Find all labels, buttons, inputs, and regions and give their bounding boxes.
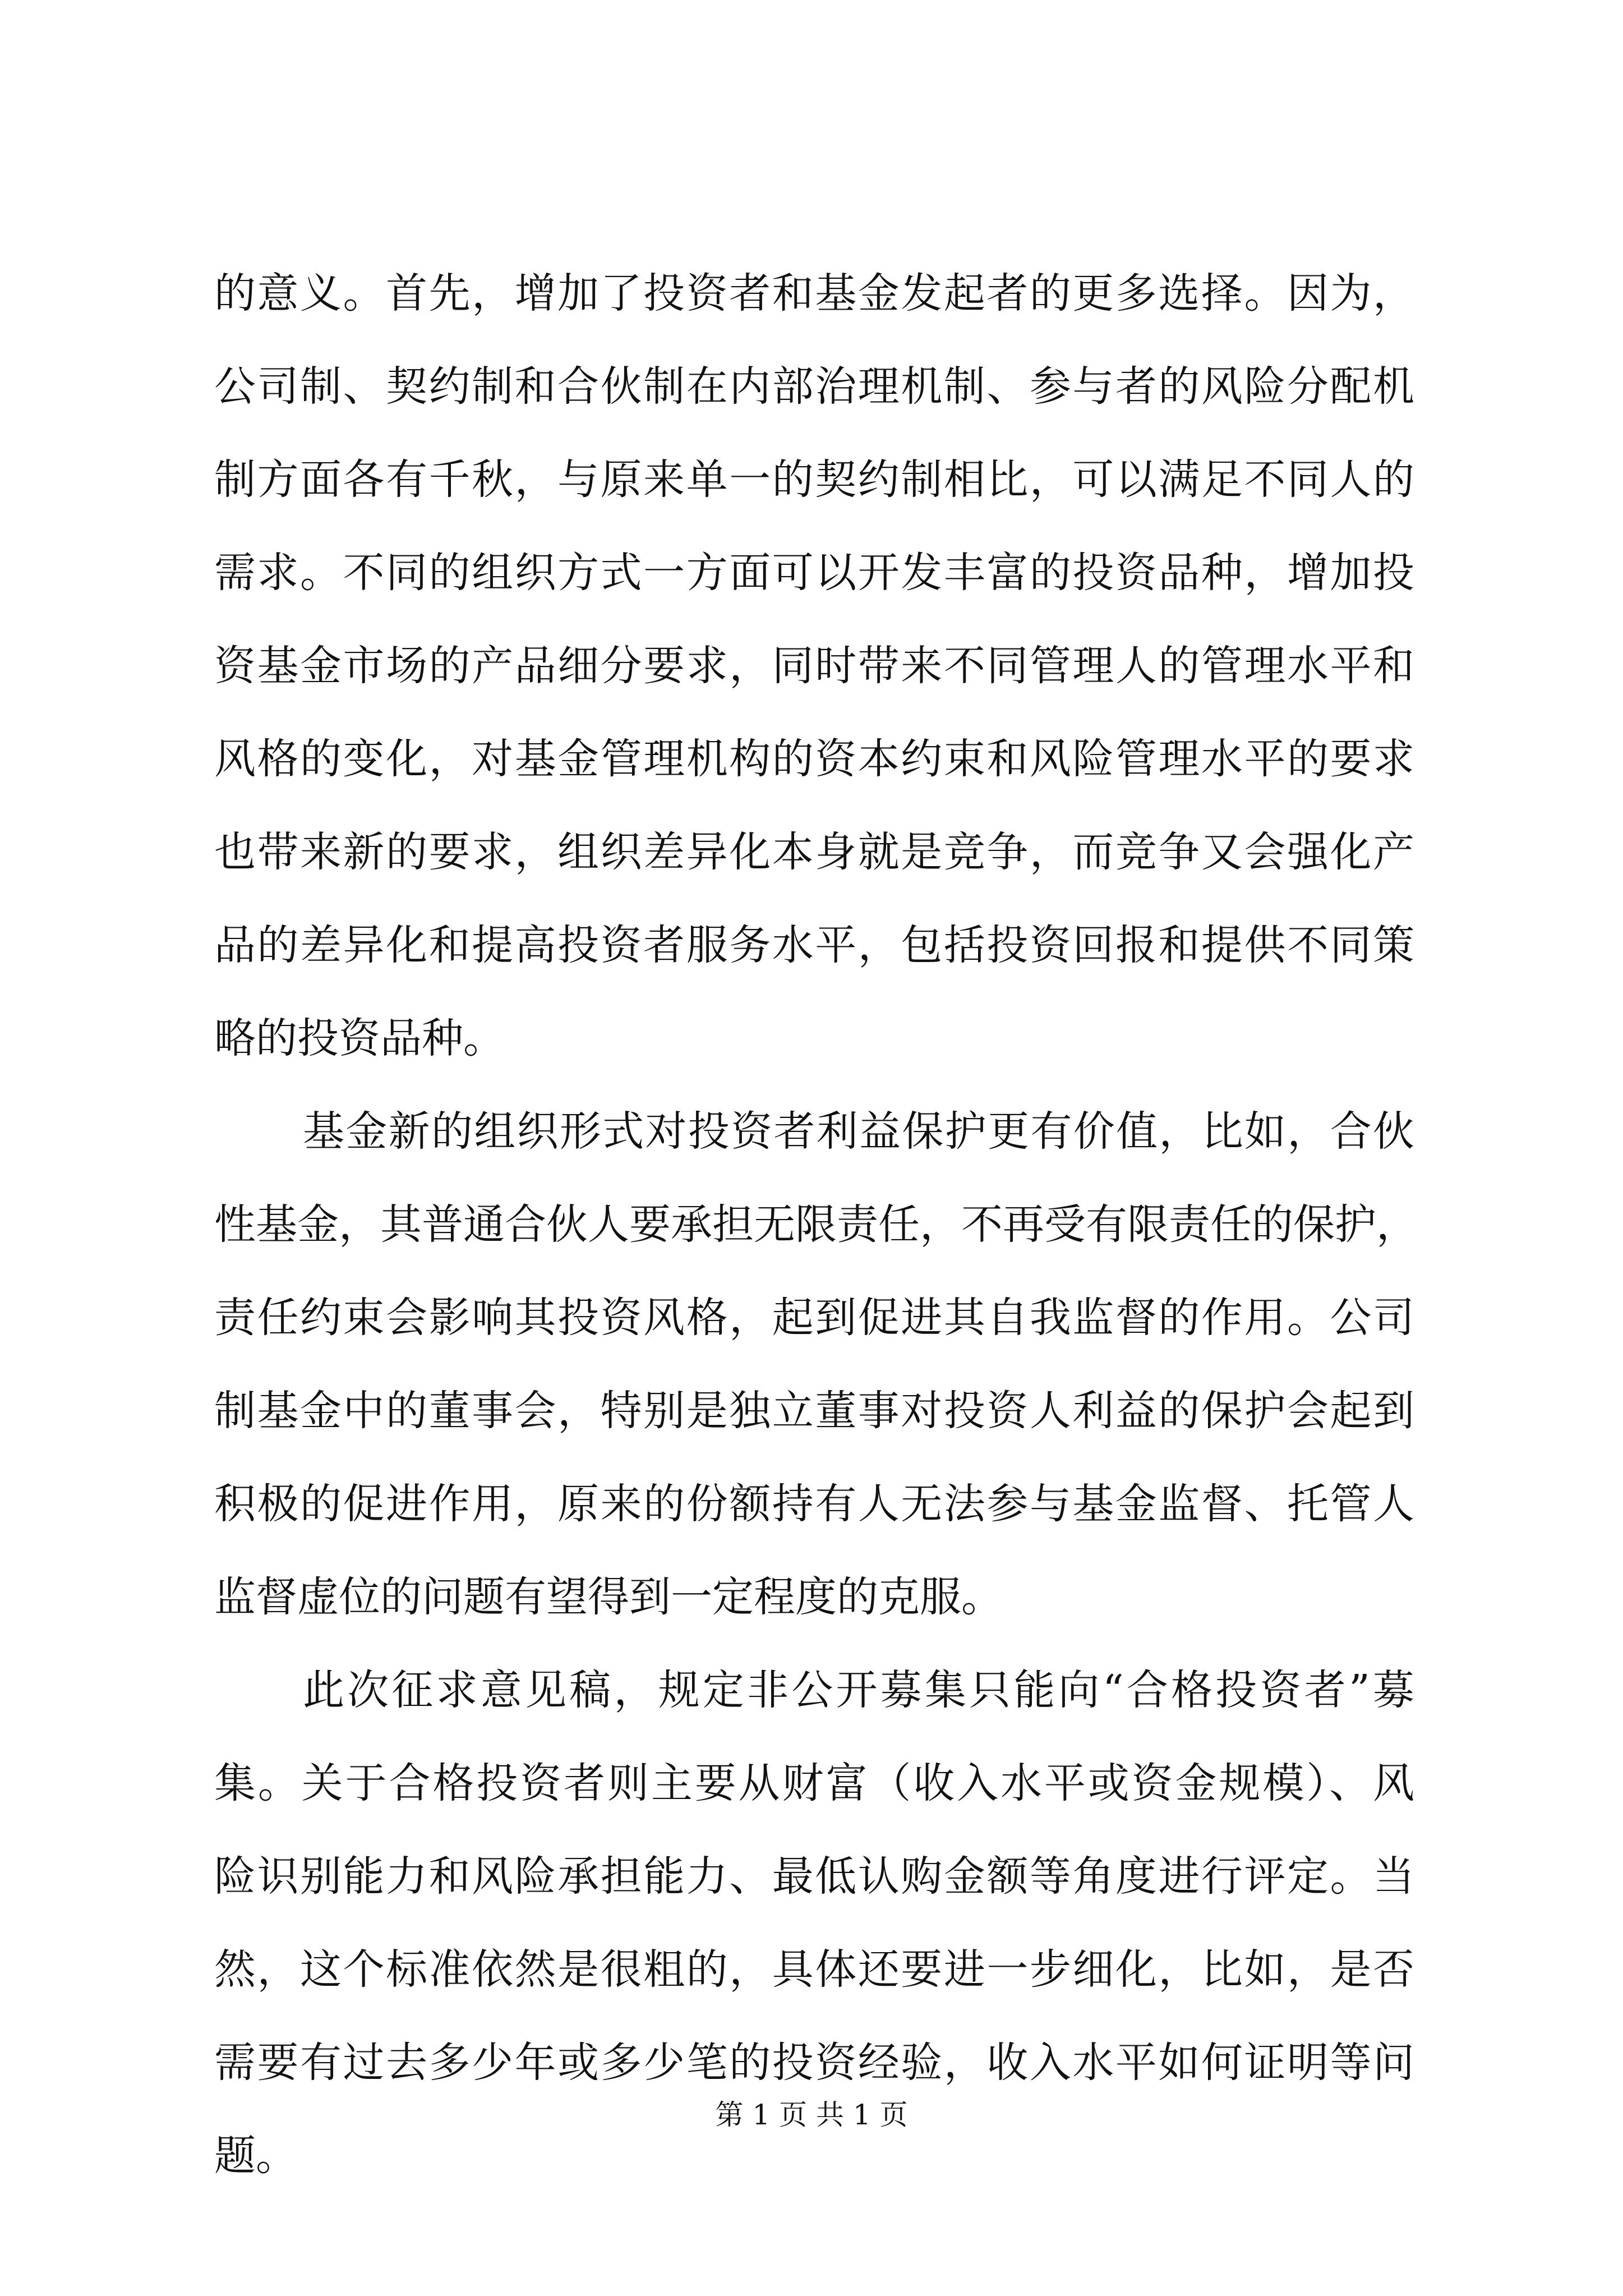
paragraph-1: [214, 247, 1414, 1085]
text-line: 险识别能力和风险承担能力、最低认购金额等角度进行评定。当: [214, 1852, 1414, 1901]
text-line: 公司制、契约制和合伙制在内部治理机制、参与者的风险分配机: [214, 362, 1414, 411]
text-line: 需要有过去多少年或多少笔的投资经验，收入水平如何证明等问: [214, 2039, 1414, 2087]
text-line: 资基金市场的产品细分要求，同时带来不同管理人的管理水平和: [214, 642, 1414, 690]
page-footer: [0, 2095, 1623, 2134]
body-text: [214, 247, 1418, 2202]
text-line: 需求。不同的组织方式一方面可以开发丰富的投资品种，增加投: [214, 549, 1414, 597]
paragraph-2: [214, 1085, 1418, 1644]
page-number-label: 第 1 页 共 1 页: [715, 2099, 908, 2131]
text-line: 基金新的组织形式对投资者利益保护更有价值，比如，合伙: [303, 1107, 1414, 1156]
text-line: 然，这个标准依然是很粗的，具体还要进一步细化，比如，是否: [214, 1945, 1414, 1994]
text-line: 制方面各有千秋，与原来单一的契约制相比，可以满足不同人的: [214, 455, 1414, 504]
text-line: 监督虚位的问题有望得到一定程度的克服。: [214, 1573, 1003, 1621]
text-line: 品的差异化和提高投资者服务水平，包括投资回报和提供不同策: [214, 921, 1414, 969]
text-line: 也带来新的要求，组织差异化本身就是竞争，而竞争又会强化产: [214, 828, 1414, 876]
text-line: 题。: [214, 2132, 297, 2180]
text-line: 的意义。首先，增加了投资者和基金发起者的更多选择。因为，: [214, 269, 1414, 318]
text-line: 风格的变化，对基金管理机构的资本约束和风险管理水平的要求: [214, 735, 1414, 783]
text-line: 集。关于合格投资者则主要从财富（收入水平或资金规模）、风: [214, 1759, 1414, 1807]
text-line: 性基金，其普通合伙人要承担无限责任，不再受有限责任的保护，: [214, 1200, 1418, 1249]
text-line: 积极的促进作用，原来的份额持有人无法参与基金监督、托管人: [214, 1480, 1414, 1528]
text-line: 制基金中的董事会，特别是独立董事对投资人利益的保护会起到: [214, 1387, 1414, 1435]
text-line: 略的投资品种。: [214, 1014, 505, 1062]
text-line: 责任约束会影响其投资风格，起到促进其自我监督的作用。公司: [214, 1294, 1414, 1342]
text-line: 此次征求意见稿，规定非公开募集只能向“合格投资者”募: [303, 1666, 1414, 1714]
